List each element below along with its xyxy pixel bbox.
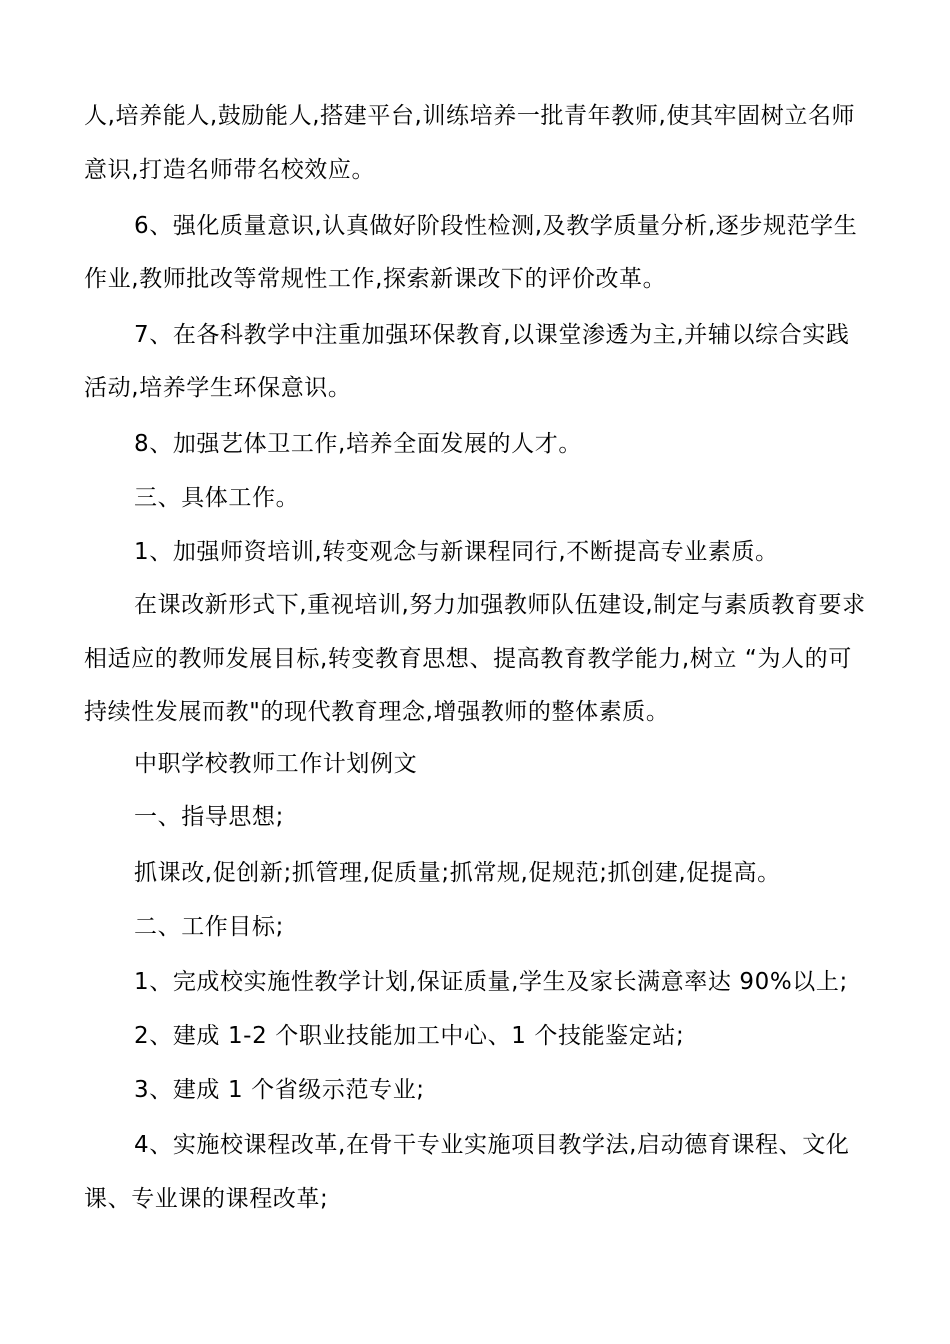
text-line: 持续性发展而教"的现代教育理念,增强教师的整体素质。 <box>84 699 670 725</box>
section-heading: 一、指导思想; <box>134 804 284 830</box>
text-line: 4、实施校课程改革,在骨干专业实施项目教学法,启动德育课程、文化 <box>134 1132 850 1158</box>
text-line: 1、完成校实施性教学计划,保证质量,学生及家长满意率达 90%以上; <box>134 969 848 995</box>
text-line: 活动,培养学生环保意识。 <box>84 375 352 401</box>
text-line: 人,培养能人,鼓励能人,搭建平台,训练培养一批青年教师,使其牢固树立名师 <box>84 103 856 129</box>
text-line: 意识,打造名师带名校效应。 <box>84 157 376 183</box>
text-line: 课、专业课的课程改革; <box>84 1186 329 1212</box>
text-line: 7、在各科教学中注重加强环保教育,以课堂渗透为主,并辅以综合实践 <box>134 322 850 348</box>
text-line: 1、加强师资培训,转变观念与新课程同行,不断提高专业素质。 <box>134 539 779 565</box>
text-line: 抓课改,促创新;抓管理,促质量;抓常规,促规范;抓创建,促提高。 <box>134 860 781 886</box>
text-line: 作业,教师批改等常规性工作,探索新课改下的评价改革。 <box>84 266 667 292</box>
section-heading: 二、工作目标; <box>134 914 284 940</box>
text-line: 8、加强艺体卫工作,培养全面发展的人才。 <box>134 431 582 457</box>
document-title: 中职学校教师工作计划例文 <box>134 751 418 777</box>
text-line: 6、强化质量意识,认真做好阶段性检测,及教学质量分析,逐步规范学生 <box>134 213 858 239</box>
text-line: 相适应的教师发展目标,转变教育思想、提高教育教学能力,树立 “为人的可 <box>84 646 852 672</box>
text-line: 在课改新形式下,重视培训,努力加强教师队伍建设,制定与素质教育要求 <box>134 592 866 618</box>
text-line: 3、建成 1 个省级示范专业; <box>134 1077 425 1103</box>
section-heading: 三、具体工作。 <box>134 485 300 511</box>
text-line: 2、建成 1-2 个职业技能加工中心、1 个技能鉴定站; <box>134 1023 685 1049</box>
